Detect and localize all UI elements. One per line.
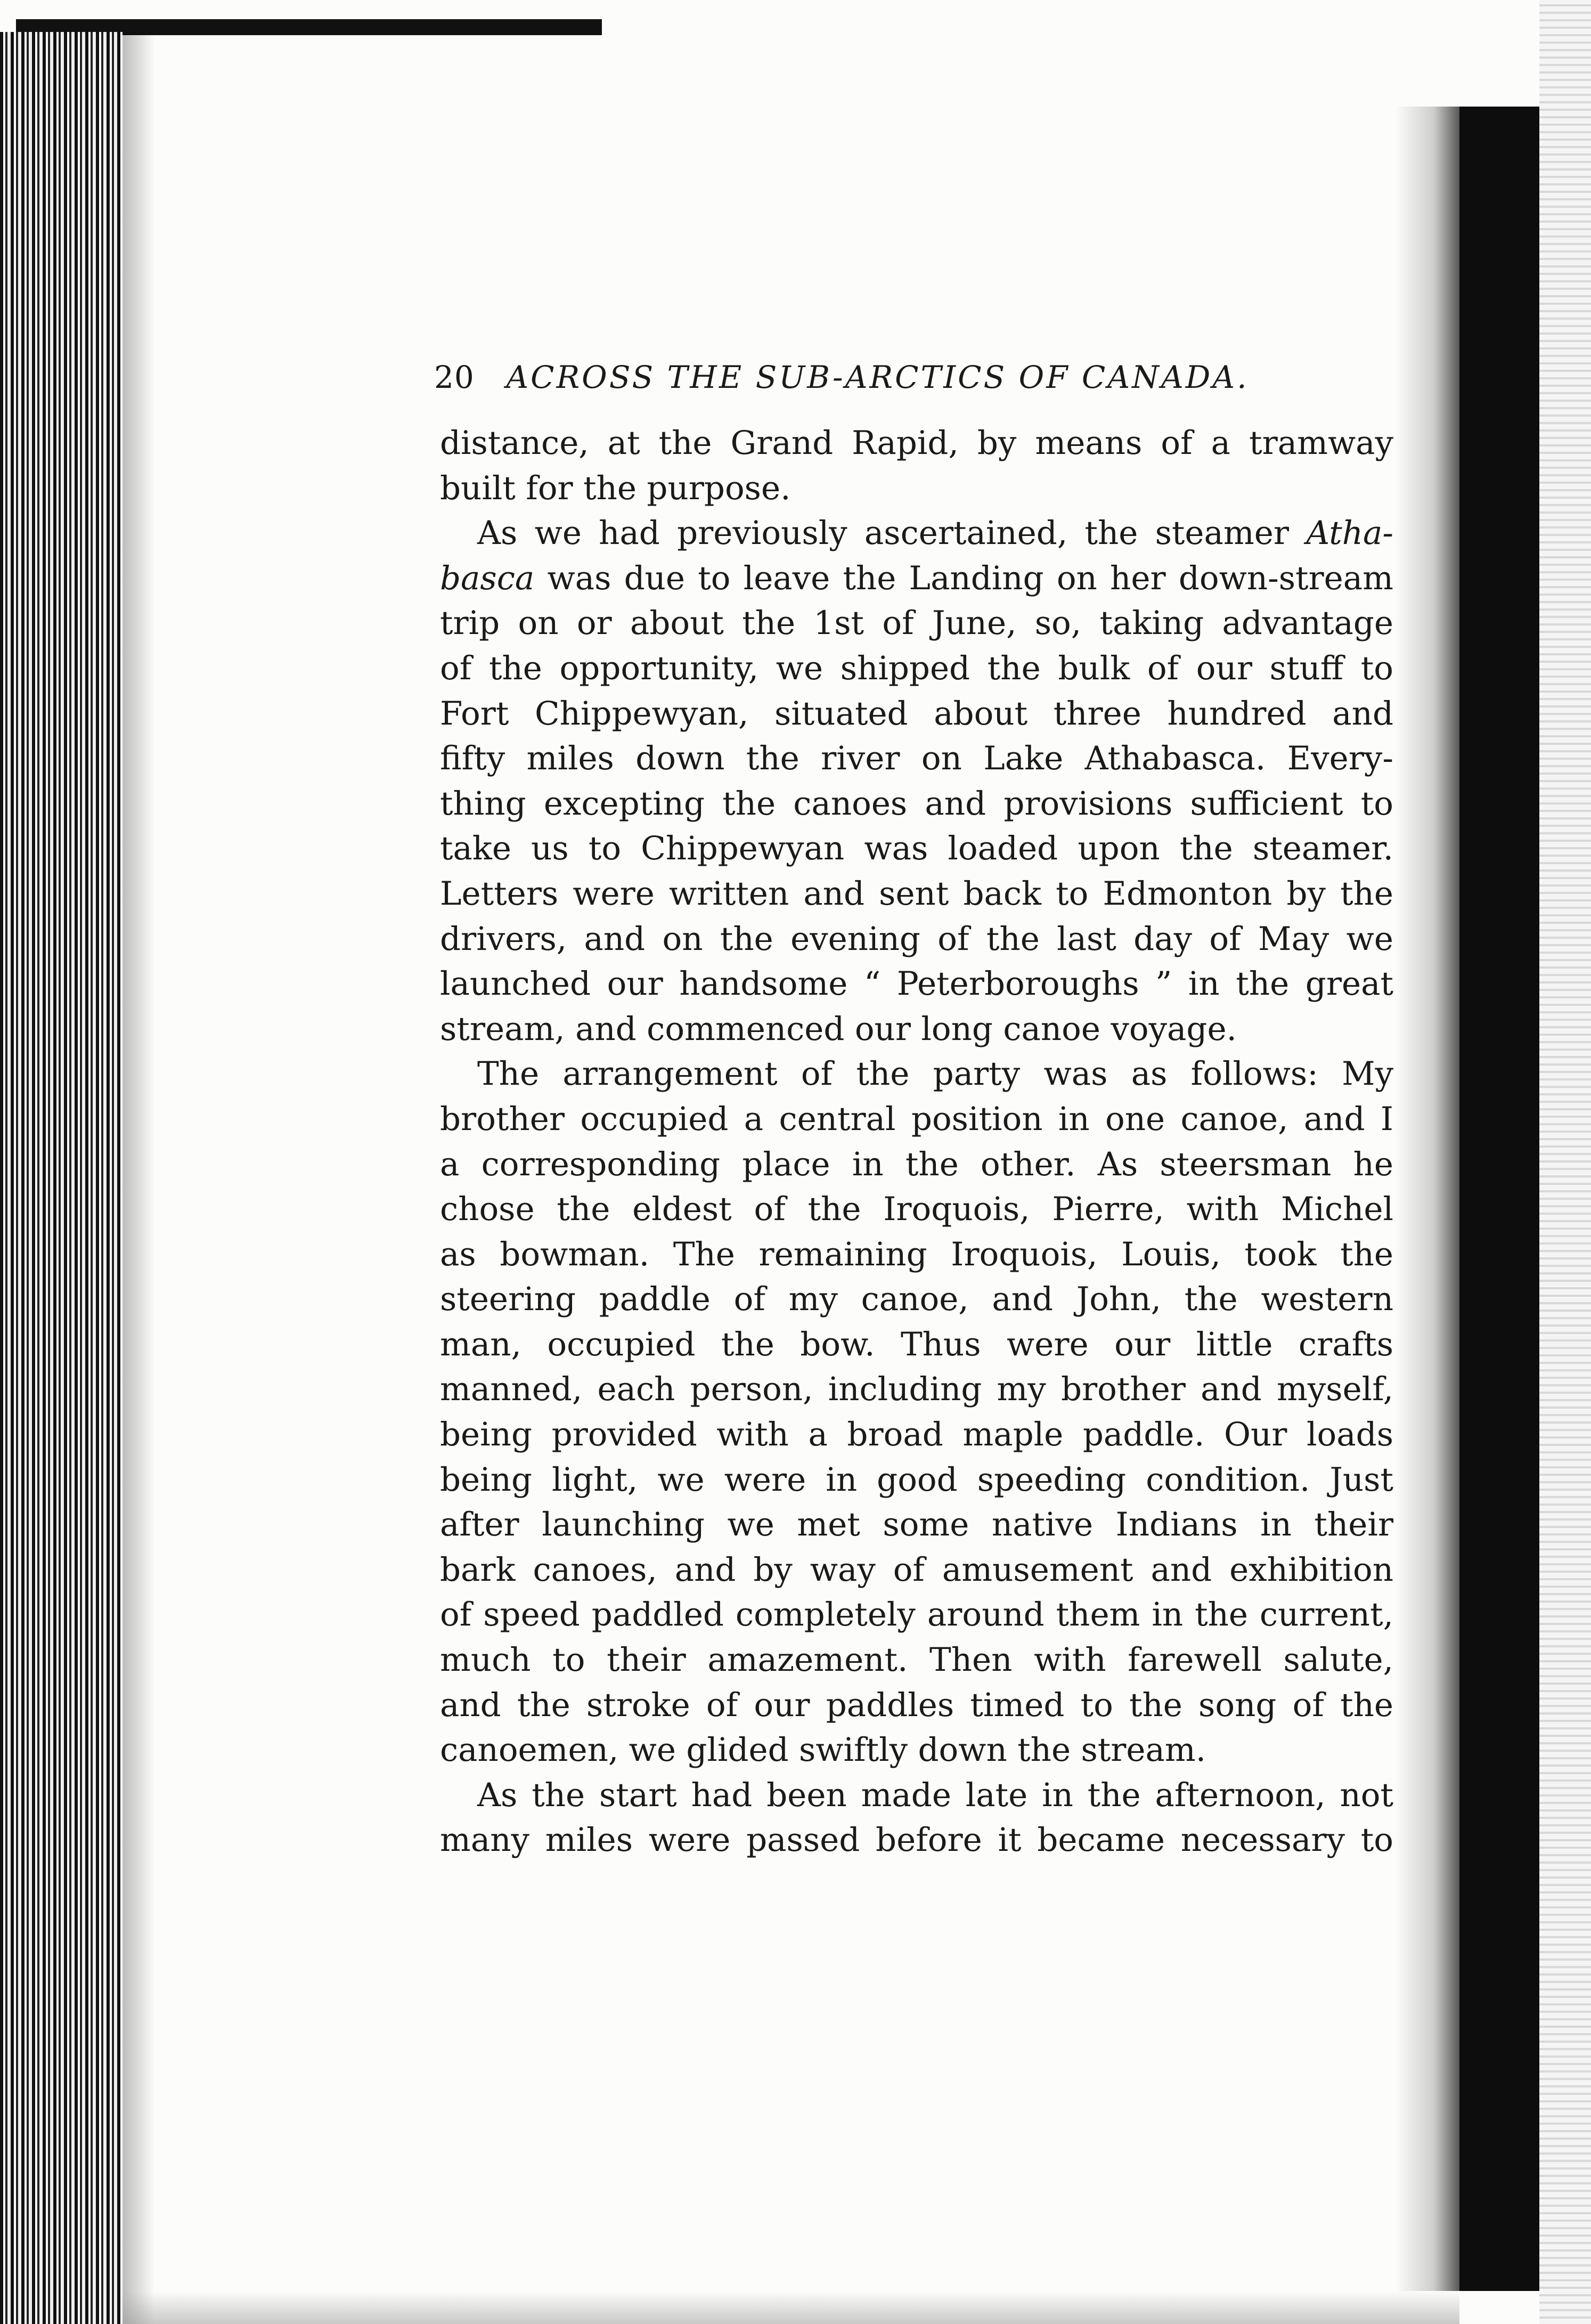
text-line: much to their amazement. Then with farewell salute, <box>440 1641 1393 1679</box>
text-line: As we had previously ascertained, the steamer Atha- <box>477 514 1393 552</box>
right-edge-shadow <box>1396 107 1465 2291</box>
body-text <box>440 421 1393 1863</box>
text-line: and the stroke of our paddles timed to the song of the <box>440 1686 1393 1724</box>
text-line: steering paddle of my canoe, and John, the western <box>440 1280 1393 1319</box>
book-binding-edge <box>0 32 123 2324</box>
text-line: thing excepting the canoes and provisions sufficient to <box>440 784 1393 823</box>
text-line: fifty miles down the river on Lake Athabasca. Every- <box>440 740 1393 778</box>
text-line: after launching we met some native Indians in their <box>440 1506 1393 1544</box>
page-number: 20 <box>434 359 475 395</box>
text-line: trip on or about the 1st of June, so, taking advantage <box>440 604 1393 643</box>
scan-bottom-edge <box>123 2291 1459 2324</box>
text-line: being provided with a broad maple paddle. Our loads <box>440 1416 1393 1454</box>
ship-name: Atha- <box>1306 514 1393 552</box>
text-line: launched our handsome “ Peterboroughs ” in the great <box>440 965 1393 1003</box>
running-head <box>434 356 1286 399</box>
text-line: manned, each person, including my brother and myself, <box>440 1370 1393 1409</box>
text-line: bark canoes, and by way of amusement and exhibition <box>440 1550 1393 1589</box>
right-page-edge <box>1459 107 1539 2291</box>
scan-right-margin <box>1539 0 1591 2324</box>
text-line: of the opportunity, we shipped the bulk of our stuff to <box>440 649 1393 687</box>
text-line: canoemen, we glided swiftly down the stream. <box>440 1731 1206 1769</box>
text-line: of speed paddled completely around them in the current, <box>440 1596 1393 1634</box>
text-line: built for the purpose. <box>440 469 791 507</box>
text-line: drivers, and on the evening of the last day of May we <box>440 920 1393 958</box>
text-line: as bowman. The remaining Iroquois, Louis, took the <box>440 1235 1393 1273</box>
text-line: The arrangement of the party was as follows: My <box>477 1055 1393 1093</box>
text-line: basca was due to leave the Landing on her down-stream <box>440 559 1393 597</box>
text-line: chose the eldest of the Iroquois, Pierre, with Michel <box>440 1190 1393 1229</box>
text-line: take us to Chippewyan was loaded upon the steamer. <box>440 830 1393 868</box>
binding-shadow <box>123 32 154 2324</box>
text-line: Letters were written and sent back to Edmonton by the <box>440 874 1393 913</box>
text-line: As the start had been made late in the afternoon, not <box>477 1776 1393 1814</box>
ship-name: basca <box>440 559 535 597</box>
text-line: distance, at the Grand Rapid, by means of a tramway <box>440 424 1393 462</box>
text-line: Fort Chippewyan, situated about three hundred and <box>440 694 1393 733</box>
text-line: man, occupied the bow. Thus were our little crafts <box>440 1325 1393 1363</box>
running-title: ACROSS THE SUB-ARCTICS OF CANADA. <box>506 359 1249 395</box>
text-line: stream, and commenced our long canoe voyage. <box>440 1010 1237 1048</box>
text-line: being light, we were in good speeding condition. Just <box>440 1460 1393 1499</box>
text-line: brother occupied a central position in one canoe, and I <box>440 1100 1393 1138</box>
text-line: many miles were passed before it became necessary to <box>440 1821 1393 1859</box>
text-line: a corresponding place in the other. As steersman he <box>440 1145 1393 1183</box>
